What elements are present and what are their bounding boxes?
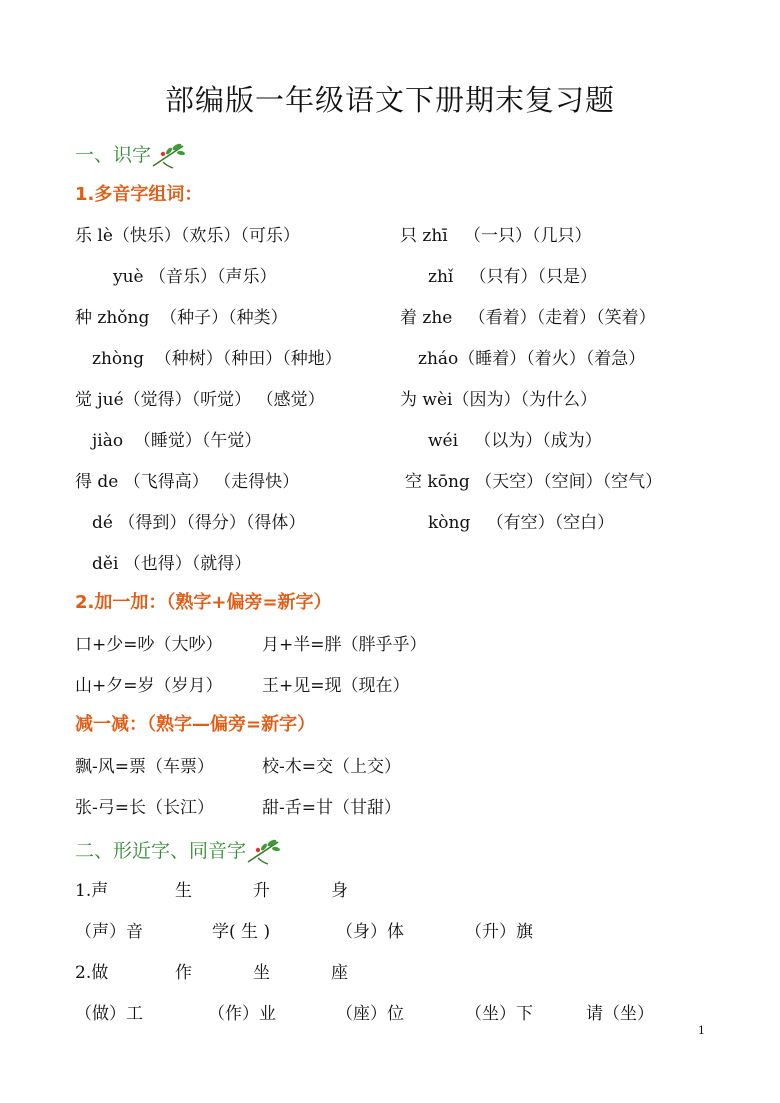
- group2-word-1: （做）工: [75, 1004, 143, 1024]
- group2-word-5: 请（坐）: [586, 1004, 654, 1024]
- subtract-row-2-right: 甜-舌=甘（甘甜）: [262, 798, 401, 818]
- polyphone-row-3-right: 着 zhe （看着）（走着）（笑着）: [400, 308, 656, 328]
- section-heading-label: 二、形近字、同音字: [75, 840, 247, 862]
- page-number: 1: [698, 1024, 705, 1037]
- polyphone-row-3-left: 种 zhǒng （种子）（种类）: [75, 308, 288, 328]
- group2-word-4: （坐）下: [465, 1004, 533, 1024]
- polyphone-row-2-left: yuè （音乐）（声乐）: [113, 267, 277, 287]
- group2-word-2: （作）业: [208, 1004, 276, 1024]
- group1-char-1: 1.声: [75, 881, 109, 901]
- section-heading-recognize: [75, 140, 185, 170]
- polyphone-row-8-right: kòng （有空）（空白）: [428, 513, 615, 533]
- subtract-row-1-right: 校-木=交（上交）: [262, 757, 401, 777]
- subheading-polyphone: 1.多音字组词：: [75, 184, 203, 205]
- group1-char-3: 升: [253, 881, 270, 901]
- group2-char-3: 坐: [253, 963, 270, 983]
- group2-word-3: （座）位: [336, 1004, 404, 1024]
- polyphone-row-1-right: 只 zhī （一只）（几只）: [400, 226, 592, 246]
- group2-char-1: 2.做: [75, 963, 109, 983]
- page-title: 部编版一年级语文下册期末复习题: [164, 83, 615, 117]
- group2-char-2: 作: [175, 963, 192, 983]
- polyphone-row-8-left: dé （得到）（得分）（得体）: [92, 513, 306, 533]
- section-heading-similar-chars: [75, 836, 280, 866]
- polyphone-row-4-left: zhòng （种树）（种田）（种地）: [92, 349, 342, 369]
- add-row-2-left: 山+夕=岁（岁月）: [75, 676, 223, 696]
- group1-word-3: （身）体: [336, 922, 404, 942]
- leaf-sprig-icon: [246, 836, 280, 866]
- polyphone-row-2-right: zhǐ （只有）（只是）: [428, 267, 598, 287]
- polyphone-row-7-right: 空 kōng （天空）（空间）（空气）: [405, 472, 663, 492]
- subheading-subtract: 减一减：（熟字—偏旁=新字）: [75, 714, 316, 735]
- polyphone-row-4-right: zháo（睡着）（着火）（着急）: [418, 349, 646, 369]
- subheading-add: 2.加一加：（熟字+偏旁=新字）: [75, 592, 332, 613]
- polyphone-row-1-left: 乐 lè（快乐）（欢乐）（可乐）: [75, 226, 300, 246]
- group1-char-2: 生: [175, 881, 192, 901]
- subtract-row-2-left: 张-弓=长（长江）: [75, 798, 214, 818]
- polyphone-row-5-right: 为 wèi（因为）（为什么）: [400, 390, 597, 410]
- section-heading-label: 一、识字: [75, 144, 152, 166]
- group1-word-1: （声）音: [75, 922, 143, 942]
- polyphone-row-6-right: wéi （以为）（成为）: [428, 431, 602, 451]
- subtract-row-1-left: 飘-风=票（车票）: [75, 757, 214, 777]
- add-row-1-left: 口+少=吵（大吵）: [75, 635, 223, 655]
- group1-char-4: 身: [331, 881, 348, 901]
- polyphone-row-7-left: 得 de （飞得高） （走得快）: [75, 472, 300, 492]
- polyphone-row-5-left: 觉 jué（觉得）（听觉） （感觉）: [75, 390, 325, 410]
- group1-word-4: （升）旗: [465, 922, 533, 942]
- add-row-2-right: 王+见=现（现在）: [262, 676, 410, 696]
- leaf-sprig-icon: [151, 140, 185, 170]
- group1-word-2: 学( 生 ): [212, 922, 271, 942]
- polyphone-row-6-left: jiào （睡觉）（午觉）: [92, 431, 262, 451]
- group2-char-4: 座: [331, 963, 348, 983]
- add-row-1-right: 月+半=胖（胖乎乎）: [262, 635, 427, 655]
- polyphone-row-9-left: děi （也得）（就得）: [92, 554, 252, 574]
